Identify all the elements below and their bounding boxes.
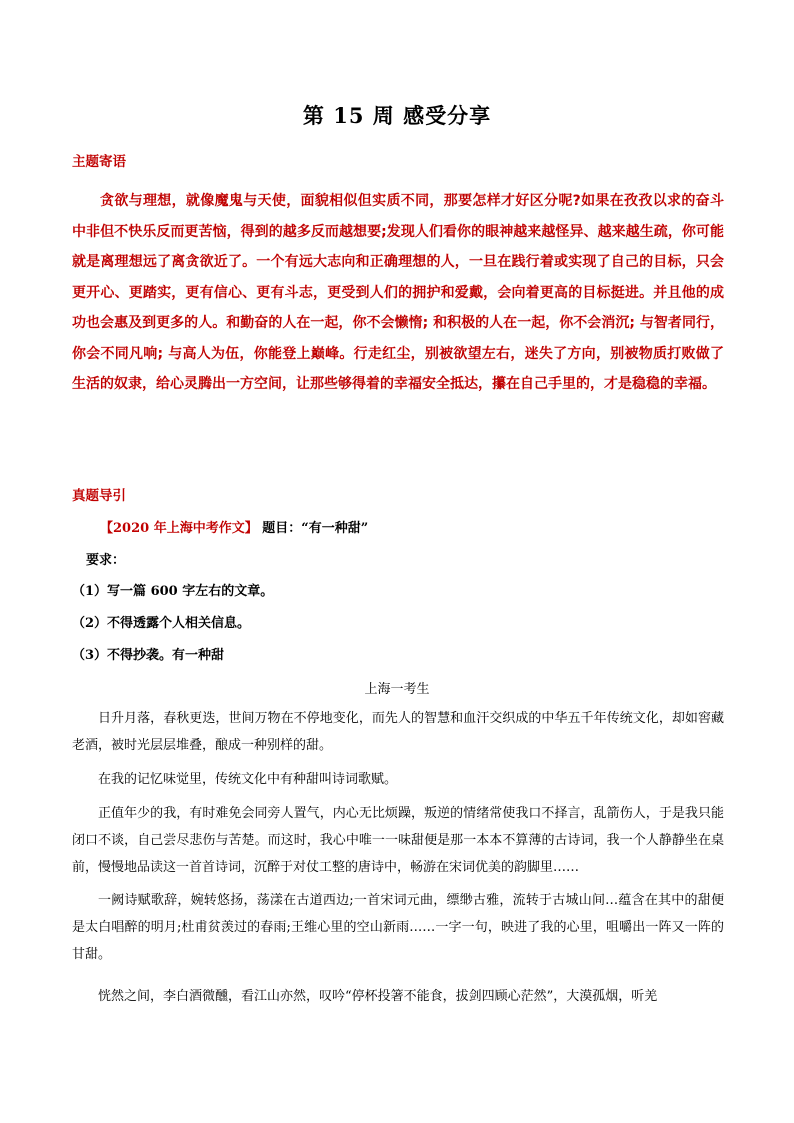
essay-paragraph: 一阙诗赋歌辞，婉转悠扬，荡漾在古道西边;一首宋词元曲，缥缈古雅，流转于古城山间…蕴含在其中的甜便是太白唱醉的明月;杜甫贫羡过的春雨;王维心里的空山新雨……一字一句，映进了我的心里，咀嚼出一阵又一阵的甘甜。 (72, 893, 724, 962)
page-title: 第 15 周 感受分享 (302, 103, 492, 128)
essay-paragraph: 恍然之间，李白酒微醺，看江山亦然，叹吟“停杯投箸不能食，拔剑四顾心茫然”，大漠孤烟，听羌 (98, 989, 658, 1004)
theme-heading: 主题寄语 (72, 154, 126, 170)
essay-paragraph: 日升月落，春秋更迭，世间万物在不停地变化，而先人的智慧和血汗交织成的中华五千年传统文化，却如窖藏老酒，被时光层层堆叠，酿成一种别样的甜。 (72, 711, 724, 753)
essay-paragraph: 在我的记忆味觉里，传统文化中有种甜叫诗词歌赋。 (98, 772, 398, 787)
essay-author: 上海一考生 (364, 682, 430, 697)
essay-paragraph: 正值年少的我，有时难免会同旁人置气，内心无比烦躁，叛逆的情绪常使我口不择言，乱箭伤人，于是我只能闭口不谈，自己尝尽悲伤与苦楚。而这时，我心中唯一一味甜便是那一本本不算薄的古诗词，我一个人静静坐在桌前，慢慢地品读这一首首诗词，沉醉于对仗工整的唐诗中，畅游在宋词优美的韵脚里…… (72, 806, 724, 875)
requirements-heading: 要求： (86, 553, 126, 568)
exam-prompt: 题目：“有一种甜” (257, 521, 369, 536)
exam-source-tag: 【2020 年上海中考作文】 (100, 521, 258, 536)
requirement-item-3: （3）不得抄袭。有一种甜 (72, 648, 225, 663)
guide-heading: 真题导引 (72, 488, 126, 504)
theme-paragraph: 贪欲与理想，就像魔鬼与天使，面貌相似但实质不同，那要怎样才好区分呢?如果在孜孜以求的奋斗中非但不快乐反而更苦恼，得到的越多反而越想要;发现人们看你的眼神越来越怪异、越来越生疏，你可能就是离理想远了离贪欲近了。一个有远大志向和正确理想的人，一旦在践行着或实现了自己的目标，只会更开心、更踏实，更有信心、更有斗志，更受到人们的拥护和爱戴，会向着更高的目标挺进。并且他的成功也会惠及到更多的人。和勤奋的人在一起，你不会懒惰; 和积极的人在一起，你不会消沉; 与智者同行，你会不同凡响; 与高人为伍，你能登上巅峰。行走红尘，别被欲望左右，迷失了方向，别被物质打败做了生活的奴隶，给心灵腾出一方空间，让那些够得着的幸福安全抵达，攥在自己手里的，才是稳稳的幸福。 (72, 193, 724, 392)
requirement-item-2: （2）不得透露个人相关信息。 (72, 616, 251, 631)
requirement-item-1: （1）写一篇 600 字左右的文章。 (72, 584, 274, 599)
exam-title-line (100, 517, 368, 536)
